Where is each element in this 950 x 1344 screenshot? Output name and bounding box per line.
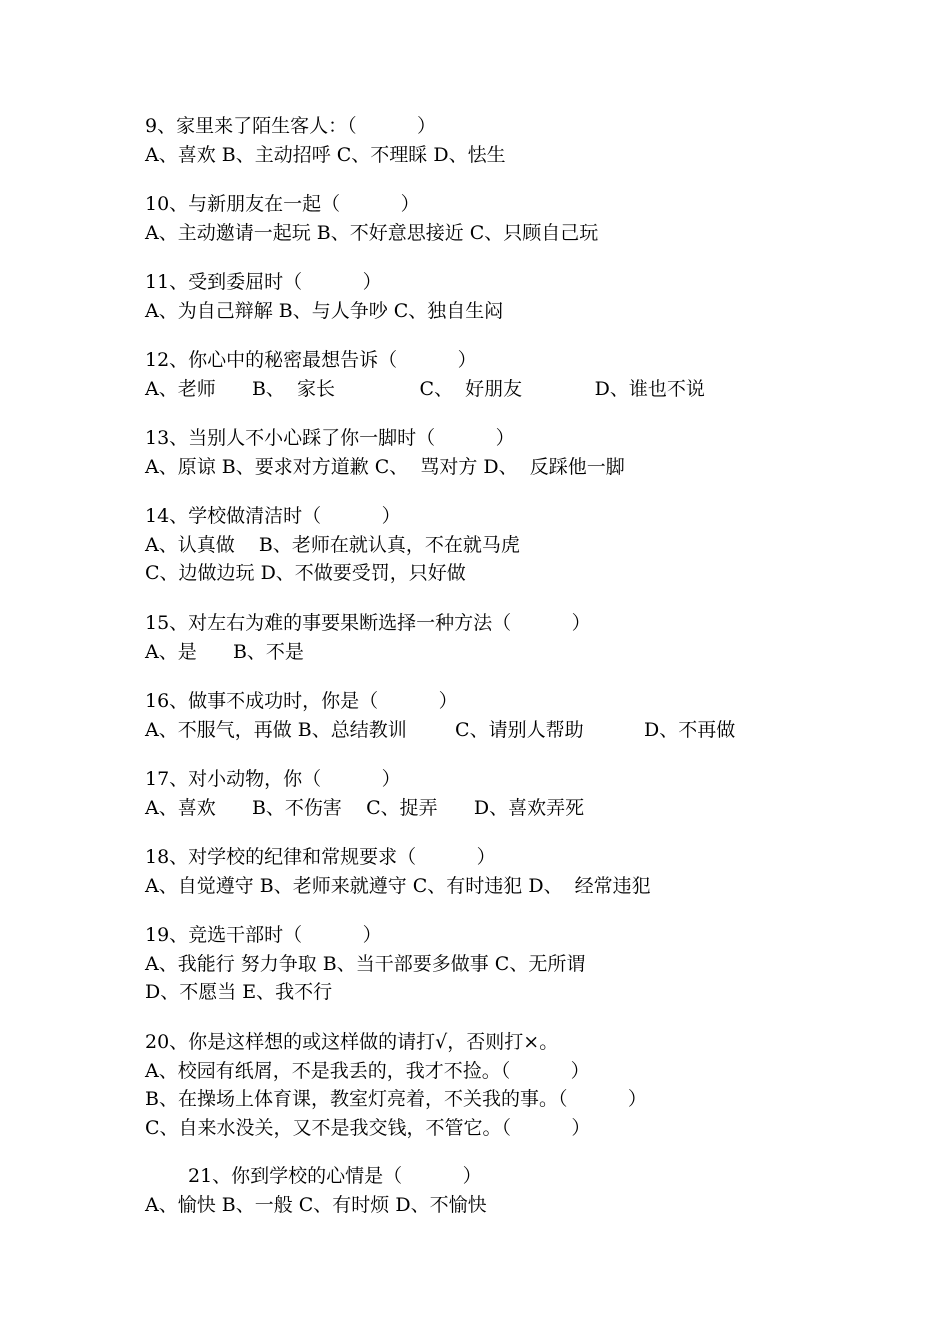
question-14 (145, 502, 520, 588)
question-options: A、是 B、不是 (145, 640, 304, 663)
question-options: A、自觉遵守 B、老师来就遵守 C、有时违犯 D、 经常违犯 (145, 874, 651, 897)
question-options: A、愉快 B、一般 C、有时烦 D、不愉快 (145, 1193, 487, 1216)
question-17 (145, 765, 584, 822)
question-16 (145, 687, 735, 744)
question-prompt: 13、当别人不小心踩了你一脚时（ ） (145, 427, 515, 449)
question-prompt: 18、对学校的纪律和常规要求（ ） (145, 846, 496, 868)
question-options: D、不愿当 E、我不行 (145, 981, 333, 1003)
question-options: A、老师 B、 家长 C、 好朋友 D、谁也不说 (145, 377, 705, 400)
question-20 (145, 1028, 647, 1142)
question-13 (145, 424, 625, 481)
question-prompt: 17、对小动物，你（ ） (145, 768, 401, 790)
question-19 (145, 921, 585, 1007)
question-11 (145, 268, 503, 325)
question-options: A、主动邀请一起玩 B、不好意思接近 C、只顾自己玩 (145, 221, 599, 244)
question-9 (145, 112, 506, 169)
question-prompt: 12、你心中的秘密最想告诉（ ） (145, 349, 477, 371)
question-prompt: 21、你到学校的心情是（ ） (188, 1165, 482, 1187)
question-options: A、原谅 B、要求对方道歉 C、 骂对方 D、 反踩他一脚 (145, 455, 625, 478)
question-18 (145, 843, 651, 900)
question-prompt: 10、与新朋友在一起（ ） (145, 193, 420, 215)
question-15 (145, 609, 591, 666)
question-options: C、边做边玩 D、不做要受罚，只好做 (145, 562, 466, 584)
question-10 (145, 190, 598, 247)
question-options: A、喜欢 B、主动招呼 C、不理睬 D、怯生 (145, 143, 506, 166)
question-prompt: 9、家里来了陌生客人：（ ） (145, 115, 436, 137)
question-statement: B、在操场上体育课，教室灯亮着，不关我的事。（ ） (145, 1088, 647, 1110)
question-statement: C、自来水没关，又不是我交钱，不管它。（ ） (145, 1116, 591, 1139)
question-prompt: 20、你是这样想的或这样做的请打√，否则打×。 (145, 1031, 559, 1053)
question-options: A、不服气，再做 B、总结教训 C、请别人帮助 D、不再做 (145, 718, 736, 741)
question-21 (145, 1162, 487, 1219)
question-statement: A、校园有纸屑，不是我丢的，我才不捡。（ ） (145, 1059, 590, 1082)
question-prompt: 19、竞选干部时（ ） (145, 924, 382, 946)
question-12 (145, 346, 705, 403)
question-options: A、我能行 努力争取 B、当干部要多做事 C、无所谓 (145, 952, 586, 975)
question-prompt: 11、受到委屈时（ ） (145, 271, 382, 293)
question-prompt: 14、学校做清洁时（ ） (145, 505, 401, 527)
question-options: A、为自己辩解 B、与人争吵 C、独自生闷 (145, 299, 504, 322)
question-prompt: 16、做事不成功时，你是（ ） (145, 690, 458, 712)
question-options: A、认真做 B、老师在就认真，不在就马虎 (145, 533, 520, 556)
question-options: A、喜欢 B、不伤害 C、捉弄 D、喜欢弄死 (145, 796, 585, 819)
question-prompt: 15、对左右为难的事要果断选择一种方法（ ） (145, 612, 591, 634)
